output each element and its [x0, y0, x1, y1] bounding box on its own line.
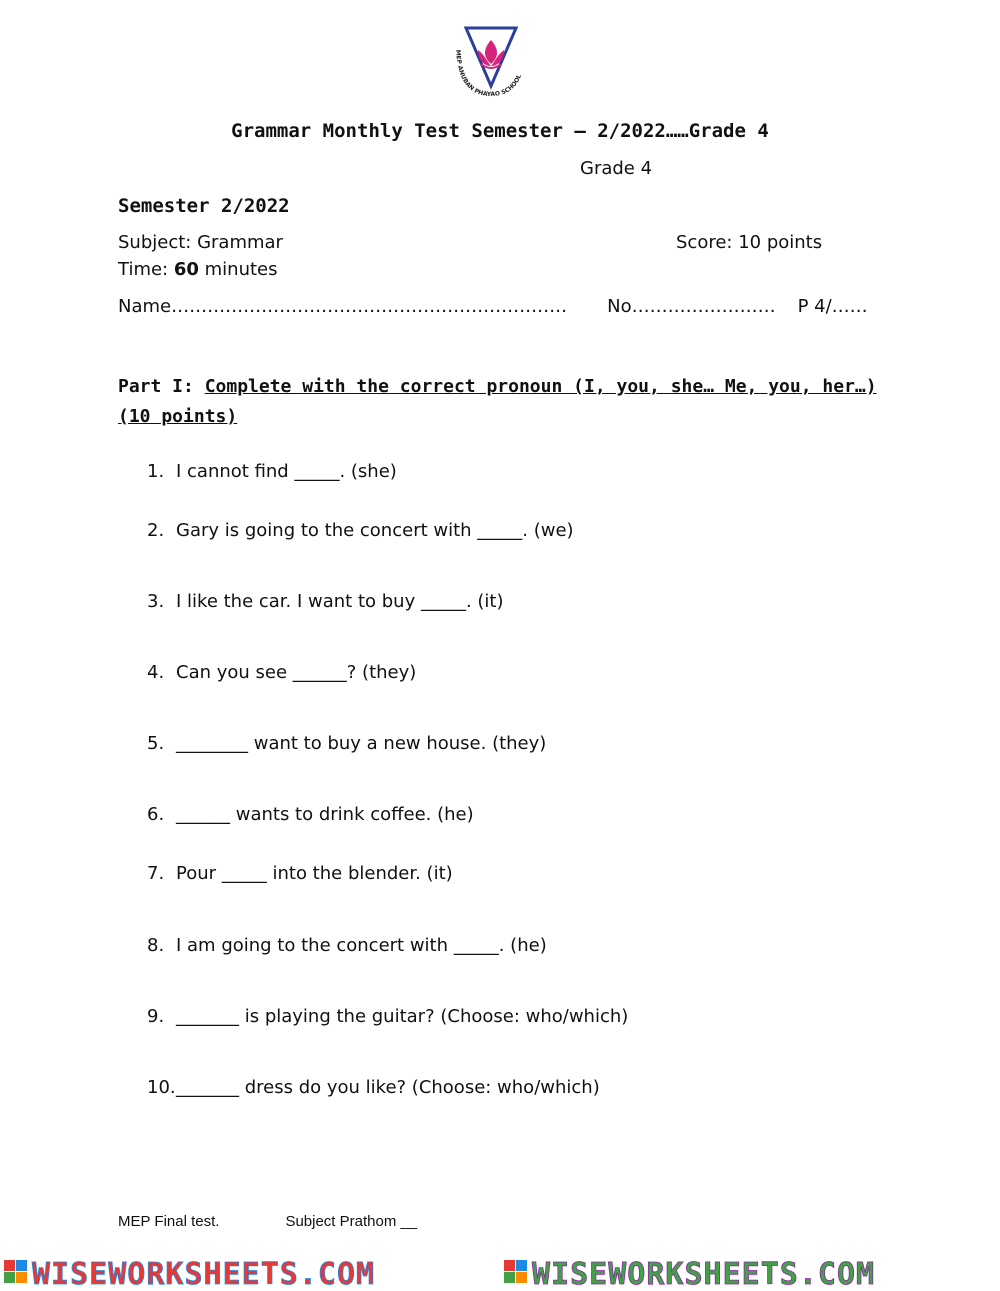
- question-number: 7.: [147, 863, 165, 884]
- watermark-text: WISEWORKSHEETS.COM: [32, 1257, 376, 1288]
- question-number: 9.: [147, 1006, 165, 1027]
- part-1-heading: [118, 372, 878, 432]
- question-number: 2.: [147, 520, 165, 541]
- time-prefix: Time:: [118, 259, 174, 280]
- time-unit: minutes: [198, 259, 278, 280]
- number-field[interactable]: No……………………: [607, 296, 776, 317]
- time-label: [118, 259, 278, 280]
- part-1-instruction: Complete with the correct pronoun (I, you, she… Me, you, her…) (10 points): [118, 376, 877, 427]
- question-number: 4.: [147, 662, 165, 683]
- class-field[interactable]: P 4/……: [797, 296, 868, 317]
- question-item: [147, 935, 547, 956]
- name-field[interactable]: Name…………………………………………………………: [118, 296, 568, 317]
- question-number: 6.: [147, 804, 165, 825]
- subject-label: Subject: Grammar: [118, 232, 283, 253]
- question-text[interactable]: Pour _____ into the blender. (it): [176, 863, 453, 884]
- question-text[interactable]: _______ dress do you like? (Choose: who/which): [176, 1077, 600, 1098]
- school-logo: [448, 20, 534, 100]
- watermark-logo-icon: [504, 1260, 527, 1283]
- question-item: [147, 520, 574, 541]
- question-item: [147, 461, 397, 482]
- question-text[interactable]: I cannot find _____. (she): [176, 461, 397, 482]
- part-1-label: Part I:: [118, 376, 194, 397]
- question-item: [147, 804, 474, 825]
- grade-line: Grade 4: [580, 158, 653, 179]
- question-number: 1.: [147, 461, 165, 482]
- page-title: Grammar Monthly Test Semester – 2/2022……Grade 4: [231, 120, 769, 142]
- question-text[interactable]: Can you see ______? (they): [176, 662, 417, 683]
- watermark-text: WISEWORKSHEETS.COM: [532, 1257, 876, 1288]
- question-text[interactable]: I like the car. I want to buy _____. (it): [176, 591, 504, 612]
- watermark-logo-icon: [4, 1260, 27, 1283]
- logo-text: MEP ANUBAN PHAYAO SCHOOL: [454, 49, 524, 99]
- watermark-banner: [0, 1256, 1000, 1288]
- question-text[interactable]: ________ want to buy a new house. (they): [176, 733, 547, 754]
- question-item: [147, 1077, 600, 1098]
- student-info-line: [118, 296, 868, 317]
- question-number: 3.: [147, 591, 165, 612]
- question-item: [147, 591, 504, 612]
- question-item: [147, 863, 453, 884]
- question-text[interactable]: I am going to the concert with _____. (he): [176, 935, 547, 956]
- question-number: 5.: [147, 733, 165, 754]
- time-value: 60: [173, 259, 199, 280]
- score-label: Score: 10 points: [676, 232, 823, 253]
- page-footer: [118, 1213, 417, 1230]
- semester-label: Semester 2/2022: [118, 195, 290, 217]
- footer-left: MEP Final test.: [118, 1213, 220, 1230]
- question-text[interactable]: ______ wants to drink coffee. (he): [176, 804, 474, 825]
- question-item: [147, 733, 546, 754]
- question-number: 8.: [147, 935, 165, 956]
- footer-right: Subject Prathom __: [285, 1213, 418, 1230]
- question-text[interactable]: Gary is going to the concert with _____. (we): [176, 520, 574, 541]
- question-text[interactable]: _______ is playing the guitar? (Choose: who/which): [176, 1006, 629, 1027]
- question-number: 10.: [147, 1077, 176, 1098]
- question-item: [147, 662, 416, 683]
- question-item: [147, 1006, 628, 1027]
